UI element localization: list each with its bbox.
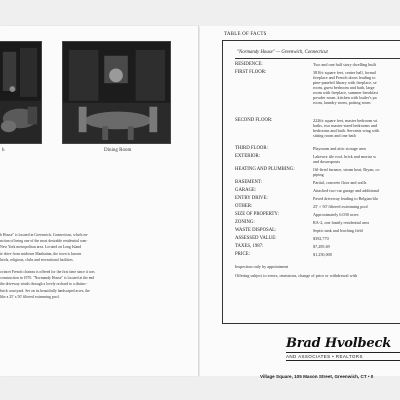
- fact-value: Attached two-car garage and additional: [313, 188, 380, 193]
- fact-value: RA-2, one family residential area: [313, 220, 369, 225]
- facts-note: Inspection only by appointment: [235, 264, 289, 269]
- living-room-photo: [0, 41, 42, 144]
- divider: [235, 58, 400, 59]
- fact-label: OTHER:: [235, 204, 253, 209]
- fact-label: THIRD FLOOR:: [235, 146, 268, 151]
- fact-label: FIRST FLOOR:: [235, 70, 267, 75]
- fact-label: TAXES, 1987:: [235, 244, 264, 249]
- fact-label: SIZE OF PROPERTY:: [235, 212, 279, 217]
- facts-table: [222, 40, 400, 324]
- property-description: [0, 232, 140, 306]
- fact-label: GARAGE:: [235, 188, 257, 193]
- description-paragraph: h House" is located in Greenwich, Connecticut, which en- nction of being one of the most desirable residential com- New York metropolitan area. Located on Long Island te drive from midtown Manhattan, the town is known hools, religious, clubs and recreational facilities.: [0, 233, 89, 262]
- fact-label: ZONING:: [235, 220, 255, 225]
- facts-disclaimer: Offering subject to errors, omissions, change of price or withdrawal with: [235, 273, 358, 278]
- fact-value: 3816± square feet, center hall, formal fireplace and French doors leading to pine-paneled library with fireplace, se room, guest bedroom and bath, large room with fireplace, summer breakfast powder room, kitchen with butler's pa room, laundry room, potting room: [313, 70, 378, 105]
- brand-name: Brad Hvolbeck: [286, 336, 392, 351]
- fact-value: Lakewrz tile roof, brick and mortar w and downspouts: [313, 154, 377, 164]
- fact-value: 25' × 50' filtered swimming pool: [313, 204, 368, 209]
- fact-label: WASTE DISPOSAL:: [235, 228, 277, 233]
- fact-value: $7,285.69: [313, 244, 330, 249]
- brand-logo: [286, 336, 400, 361]
- description-paragraph: ocincet French chateau is offered for the first time since it was construction in 1970. "Normandy House" is located at the end the driveway winds through a lovely orchard to a distinc- brick courtyard. Set on its beautifully landscaped acres, the like a 25' x 50' filtered swimming pool.: [0, 270, 95, 299]
- brand-subtitle: AND ASSOCIATES • REALTORS: [286, 352, 400, 361]
- dining-room-photo: [62, 41, 171, 144]
- fact-label: ASSESSED VALUE:: [235, 236, 277, 241]
- fact-label: BASEMENT:: [235, 180, 262, 185]
- dining-room-caption: Dining Room: [104, 148, 132, 153]
- facts-heading: TABLE OF FACTS: [224, 32, 267, 37]
- right-page: [200, 26, 400, 379]
- fact-value: $1,250,000: [313, 252, 332, 257]
- fact-value: Two and one half story dwelling built: [313, 62, 376, 67]
- left-page: [0, 26, 198, 376]
- fact-value: $392,770: [313, 236, 329, 241]
- fact-label: SECOND FLOOR:: [235, 118, 273, 123]
- fact-value: Playroom and attic storage area: [313, 146, 366, 151]
- facts-title: "Normandy House" — Greenwich, Connecticut: [237, 50, 328, 55]
- fact-label: RESIDENCE:: [235, 62, 263, 67]
- fact-value: Oil-fired furnace, steam heat, Bryan, co piping: [313, 167, 380, 177]
- brand-address: Village Square, 105 Mason Street, Greenwich, CT • 0: [260, 374, 374, 379]
- fact-label: PRICE:: [235, 252, 250, 257]
- fact-label: ENTRY DRIVE:: [235, 196, 268, 201]
- fact-value: Partial, concrete floor and walls: [313, 180, 367, 185]
- fact-label: EXTERIOR:: [235, 154, 261, 159]
- fact-value: Approximately 6.030 acres: [313, 212, 359, 217]
- fact-value: Septic tank and leaching field: [313, 228, 363, 233]
- fact-value: 2226± square feet, master bedroom wi baths, two master-sized bedrooms and bedrooms and bath. Servants wing with sitting room and one bath: [313, 118, 380, 138]
- fact-label: HEATING AND PLUMBING:: [235, 167, 295, 172]
- living-room-caption: h: [2, 148, 5, 153]
- fact-value: Paved driveway leading to Belgian blo: [313, 196, 379, 201]
